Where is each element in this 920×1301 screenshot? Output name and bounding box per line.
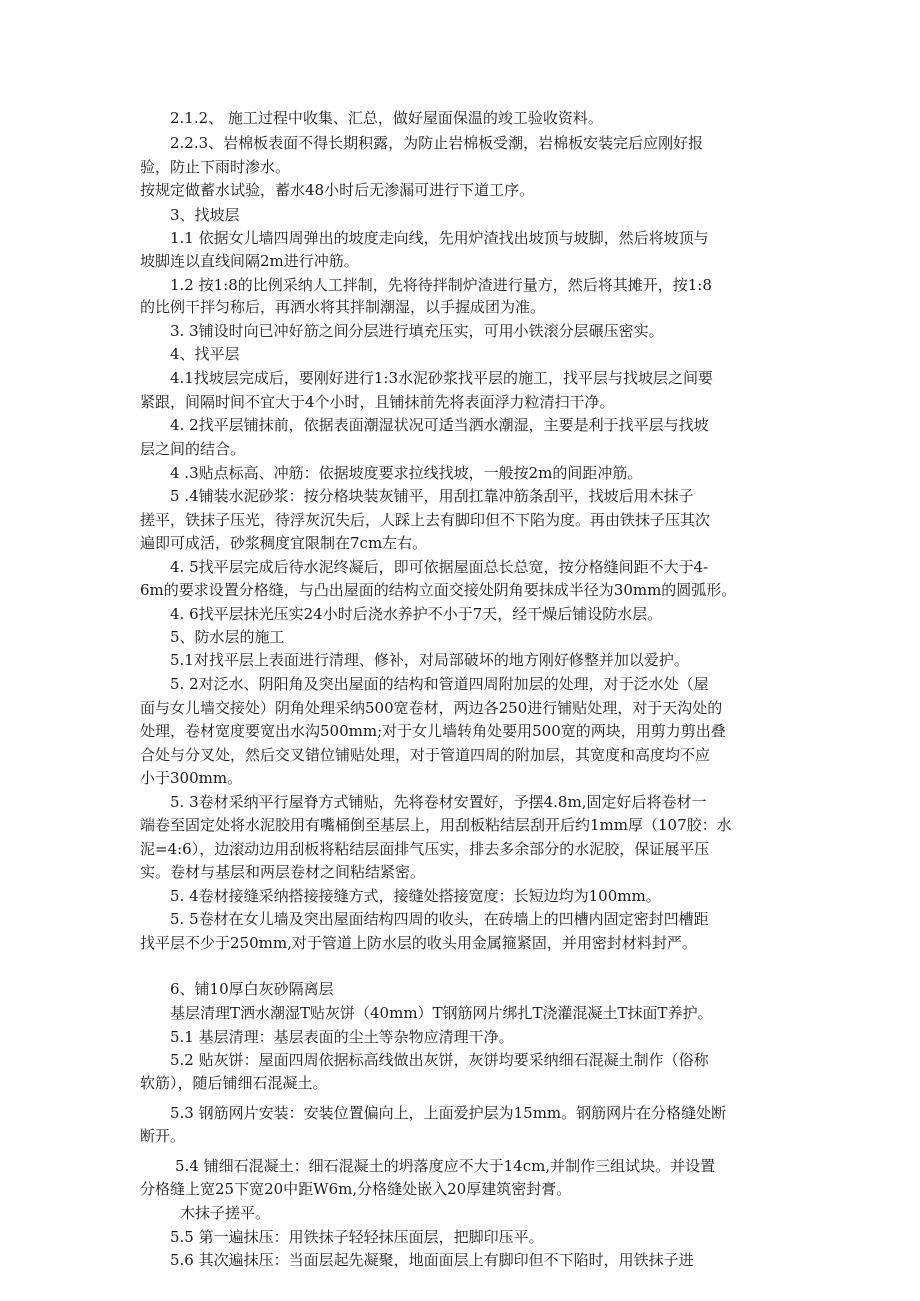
text-line: 5. 2对泛水、阴阳角及突出屋面的结构和管道四周附加层的处理，对于泛水处（屋 — [170, 675, 709, 693]
text-line: 5. 5卷材在女儿墙及突出屋面结构四周的收头，在砖墙上的凹槽内固定密封凹槽距 — [170, 910, 709, 928]
text-line: 的比例干拌匀称后，再洒水将其拌制潮湿，以手握成团为准。 — [140, 298, 546, 316]
text-line: 小于300mm。 — [140, 769, 243, 787]
text-line: 3. 3铺设时向已冲好筋之间分层进行填充压实，可用小铁滚分层碾压密实。 — [170, 322, 664, 340]
text-line: 处理，卷材宽度要宽出水沟500mm;对于女儿墙转角处要用500宽的两块，用剪力剪出叠 — [140, 722, 726, 740]
section-heading: 6、铺10厚白灰砂隔离层 — [170, 980, 334, 998]
text-line: 找平层不少于250mm,对于管道上防水层的收头用金属箍紧固，并用密封材料封严。 — [140, 934, 697, 952]
section-heading: 5、防水层的施工 — [170, 628, 285, 646]
text-line: 5.2 贴灰饼：屋面四周依据标高线做出灰饼，灰饼均要采纳细石混凝土制作（俗称 — [170, 1051, 709, 1069]
text-line: 分格缝上宽25下宽20中距W6m,分格缝处嵌入20厚建筑密封膏。 — [140, 1180, 572, 1198]
text-line: 5.1对找平层上表面进行清理、修补，对局部破坏的地方刚好修整并加以爱护。 — [170, 651, 689, 669]
text-line: 4 .3贴点标高、冲筋：依据坡度要求拉线找坡，一般按2m的间距冲筋。 — [170, 464, 643, 482]
text-line: 泥=4:6），边滚动边用刮板将粘结层面排气压实，排去多余部分的水泥胶，保证展平压 — [140, 840, 710, 858]
text-line: 5.4 铺细石混凝土：细石混凝土的坍落度应不大于14cm,并制作三组试块。并设置 — [175, 1157, 716, 1175]
text-line: 5.1 基层清理：基层表面的尘土等杂物应清理干净。 — [170, 1028, 514, 1046]
text-line: 遍即可成活，砂浆稠度宜限制在7cm左右。 — [140, 534, 428, 552]
text-line: 5 .4铺装水泥砂浆：按分格块装灰铺平，用刮扛靠冲筋条刮平，找坡后用木抹子 — [170, 487, 694, 505]
text-line: 5.3 钢筋网片安装：安装位置偏向上，上面爱护层为15mm。钢筋网片在分格缝处断 — [170, 1104, 727, 1122]
text-line: 1.1 依据女儿墙四周弹出的坡度走向线，先用炉渣找出坡顶与坡脚，然后将坡顶与 — [170, 229, 709, 247]
text-line: 2.2.3、岩棉板表面不得长期积露，为防止岩棉板受潮，岩棉板安装完后应刚好报 — [170, 134, 704, 152]
text-line: 4.1找坡层完成后，要刚好进行1:3水泥砂浆找平层的施工，找平层与找坡层之间要 — [170, 369, 713, 387]
text-line: 木抹子搓平。 — [180, 1204, 271, 1222]
text-line: 5. 4卷材接缝采纳搭接接缝方式，接缝处搭接宽度：长短边均为100mm。 — [170, 887, 661, 905]
text-line: 按规定做蓄水试验，蓄水48小时后无渗漏可进行下道工序。 — [140, 181, 535, 199]
text-line: 4. 5找平层完成后待水泥终凝后，即可依据屋面总长总宽，按分格缝间距不大于4- — [170, 558, 709, 576]
text-line: 面与女儿墙交接处）阴角处理采纳500宽卷材，两边各250进行铺贴处理，对于天沟处的 — [140, 699, 723, 717]
text-line: 坡脚连以直线间隔2m进行冲筋。 — [140, 252, 359, 270]
section-heading: 4、找平层 — [170, 345, 240, 363]
text-line: 合处与分叉处，然后交叉错位铺贴处理，对于管道四周的附加层，其宽度和高度均不应 — [140, 746, 711, 764]
text-line: 5.5 第一遍抹压：用铁抹子轻轻抹压面层，把脚印压平。 — [170, 1228, 544, 1246]
text-line: 搓平，铁抹子压光，待浮灰沉失后，人踩上去有脚印但不下陷为度。再由铁抹子压其次 — [140, 511, 711, 529]
text-line: 实。卷材与基层和两层卷材之间粘结紧密。 — [140, 863, 426, 881]
text-line: 软筋），随后铺细石混凝土。 — [140, 1074, 328, 1092]
text-line: 2.1.2、 施工过程中收集、汇总，做好屋面保温的竣工验收资料。 — [170, 109, 603, 127]
text-line: 基层清理T洒水潮湿T贴灰饼（40mm）T钢筋网片绑扎T浇灌混凝土T抹面T养护。 — [170, 1004, 713, 1022]
text-line: 4. 6找平层抹光压实24小时后浇水养护不小于7天，经干燥后铺设防水层。 — [170, 605, 663, 623]
text-line: 端卷至固定处将水泥胶用有嘴桶倒至基层上，用刮板粘结层刮开后约1mm厚（107胶：水 — [140, 816, 732, 834]
text-line: 紧跟，间隔时间不宜大于4个小时，且铺抹前先将表面浮力粒清扫干净。 — [140, 393, 615, 411]
text-line: 4. 2找平层铺抹前，依据表面潮湿状况可适当洒水潮湿，主要是利于找平层与找坡 — [170, 416, 709, 434]
text-line: 5.6 其次遍抹压：当面层起先凝聚，地面面层上有脚印但不下陷时，用铁抹子进 — [170, 1251, 694, 1269]
text-line: 5. 3卷材采纳平行屋脊方式铺贴，先将卷材安置好，予摆4.8m,固定好后将卷材一 — [170, 793, 707, 811]
text-line: 层之间的结合。 — [140, 440, 246, 458]
text-line: 1.2 按1:8的比例采纳人工拌制，先将待拌制炉渣进行量方，然后将其摊开，按1:8 — [170, 276, 712, 294]
text-line: 断开。 — [140, 1127, 186, 1145]
text-line: 验，防止下雨时渗水。 — [140, 158, 291, 176]
text-line: 6m的要求设置分格缝，与凸出屋面的结构立面交接处阴角要抹成半径为30mm的圆弧形。 — [140, 581, 737, 599]
section-heading: 3、找坡层 — [170, 206, 240, 224]
